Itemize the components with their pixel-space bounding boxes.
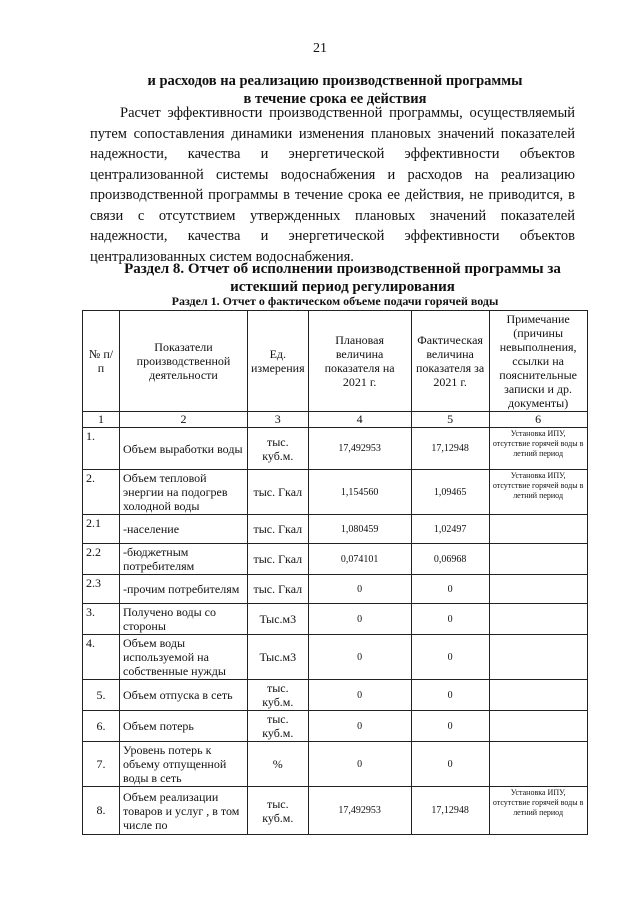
table-row xyxy=(83,604,588,635)
column-number: 6 xyxy=(489,412,587,428)
section-title-line-2: истекший период регулирования xyxy=(230,279,455,295)
row-plan-value: 1,080459 xyxy=(308,515,411,544)
row-unit: тыс. Гкал xyxy=(248,515,309,544)
row-plan-value: 17,492953 xyxy=(308,787,411,835)
row-note xyxy=(489,742,587,787)
row-fact-value: 0 xyxy=(411,635,489,680)
row-plan-value: 0 xyxy=(308,680,411,711)
column-number: 3 xyxy=(248,412,309,428)
table-row xyxy=(83,428,588,470)
header-unit: Ед. измерения xyxy=(248,311,309,412)
row-fact-value: 17,12948 xyxy=(411,428,489,470)
row-fact-value: 1,09465 xyxy=(411,470,489,515)
row-unit: тыс. куб.м. xyxy=(248,787,309,835)
row-fact-value: 0,06968 xyxy=(411,544,489,575)
row-number: 2.2 xyxy=(83,544,120,575)
row-fact-value: 0 xyxy=(411,604,489,635)
row-indicator: Уровень потерь к объему отпущенной воды в сеть xyxy=(120,742,248,787)
row-fact-value: 0 xyxy=(411,711,489,742)
column-number: 1 xyxy=(83,412,120,428)
table-row xyxy=(83,742,588,787)
row-indicator: -бюджетным потребителям xyxy=(120,544,248,575)
row-note xyxy=(489,604,587,635)
row-unit: тыс. куб.м. xyxy=(248,711,309,742)
row-plan-value: 0 xyxy=(308,604,411,635)
heading-line-2: в течение срока ее действия xyxy=(243,91,427,107)
section-title xyxy=(110,260,575,296)
row-note xyxy=(489,544,587,575)
row-fact-value: 17,12948 xyxy=(411,787,489,835)
header-fact: Фактическая величина показателя за 2021 г. xyxy=(411,311,489,412)
row-indicator: Объем реализации товаров и услуг , в том числе по xyxy=(120,787,248,835)
row-number: 4. xyxy=(83,635,120,680)
row-plan-value: 17,492953 xyxy=(308,428,411,470)
column-number-row xyxy=(83,412,588,428)
row-note: Установка ИПУ, отсутствие горячей воды в летний период xyxy=(489,428,587,470)
row-indicator: -население xyxy=(120,515,248,544)
row-fact-value: 0 xyxy=(411,680,489,711)
row-number: 2.1 xyxy=(83,515,120,544)
row-indicator: -прочим потребителям xyxy=(120,575,248,604)
row-fact-value: 0 xyxy=(411,575,489,604)
table-row xyxy=(83,544,588,575)
row-unit: тыс. куб.м. xyxy=(248,680,309,711)
row-plan-value: 0 xyxy=(308,742,411,787)
efficiency-paragraph: Расчет эффективности производственной программы, осуществляемый путем сопоставления динамики изменения плановых значений показателей надежности, качества и энергетической эффективности объектов централизованной системы водоснабжения и расходов на реализацию производственной программы в течение срока ее действия, не приводится, в связи с отсутствием утвержденных плановых значений показателей надежности, качества и энергетической эффективности объектов централизованных систем водоснабжения. xyxy=(90,105,575,265)
row-unit: тыс. куб.м. xyxy=(248,428,309,470)
header-plan: Плановая величина показателя на 2021 г. xyxy=(308,311,411,412)
row-unit: % xyxy=(248,742,309,787)
row-indicator: Объем выработки воды xyxy=(120,428,248,470)
row-number: 5. xyxy=(83,680,120,711)
column-number: 4 xyxy=(308,412,411,428)
hot-water-report-table xyxy=(82,310,588,835)
table-row xyxy=(83,680,588,711)
table-row xyxy=(83,575,588,604)
header-note: Примечание (причины невыполнения, ссылки на пояснительные записки и др. документы) xyxy=(489,311,587,412)
header-number: № п/п xyxy=(83,311,120,412)
section-title-line-1: Раздел 8. Отчет об исполнении производственной программы за xyxy=(124,261,561,277)
row-fact-value: 1,02497 xyxy=(411,515,489,544)
row-plan-value: 0 xyxy=(308,711,411,742)
row-indicator: Объем потерь xyxy=(120,711,248,742)
table-row xyxy=(83,515,588,544)
row-indicator: Объем тепловой энергии на подогрев холодной воды xyxy=(120,470,248,515)
table-row xyxy=(83,470,588,515)
row-number: 2.3 xyxy=(83,575,120,604)
row-plan-value: 0 xyxy=(308,575,411,604)
row-fact-value: 0 xyxy=(411,742,489,787)
row-unit: тыс. Гкал xyxy=(248,470,309,515)
row-note xyxy=(489,680,587,711)
row-number: 8. xyxy=(83,787,120,835)
table-row xyxy=(83,635,588,680)
row-plan-value: 0,074101 xyxy=(308,544,411,575)
row-note xyxy=(489,635,587,680)
row-number: 6. xyxy=(83,711,120,742)
header-indicator: Показатели производственной деятельности xyxy=(120,311,248,412)
heading-line-1: и расходов на реализацию производственной программы xyxy=(147,73,523,89)
row-unit: Тыс.м3 xyxy=(248,604,309,635)
row-note xyxy=(489,515,587,544)
row-number: 1. xyxy=(83,428,120,470)
table-row xyxy=(83,711,588,742)
row-plan-value: 0 xyxy=(308,635,411,680)
row-number: 2. xyxy=(83,470,120,515)
subsection-title: Раздел 1. Отчет о фактическом объеме подачи горячей воды xyxy=(171,294,499,308)
column-number: 2 xyxy=(120,412,248,428)
row-indicator: Объем отпуска в сеть xyxy=(120,680,248,711)
row-plan-value: 1,154560 xyxy=(308,470,411,515)
table-row xyxy=(83,787,588,835)
row-indicator: Получено воды со стороны xyxy=(120,604,248,635)
row-number: 3. xyxy=(83,604,120,635)
row-note: Установка ИПУ, отсутствие горячей воды в летний период xyxy=(489,470,587,515)
row-note xyxy=(489,575,587,604)
column-number: 5 xyxy=(411,412,489,428)
row-unit: Тыс.м3 xyxy=(248,635,309,680)
row-unit: тыс. Гкал xyxy=(248,575,309,604)
row-note xyxy=(489,711,587,742)
table-header-row xyxy=(83,311,588,412)
row-number: 7. xyxy=(83,742,120,787)
page-number: 21 xyxy=(313,41,327,56)
row-unit: тыс. Гкал xyxy=(248,544,309,575)
row-note: Установка ИПУ, отсутствие горячей воды в летний период xyxy=(489,787,587,835)
row-indicator: Объем воды используемой на собственные нужды xyxy=(120,635,248,680)
